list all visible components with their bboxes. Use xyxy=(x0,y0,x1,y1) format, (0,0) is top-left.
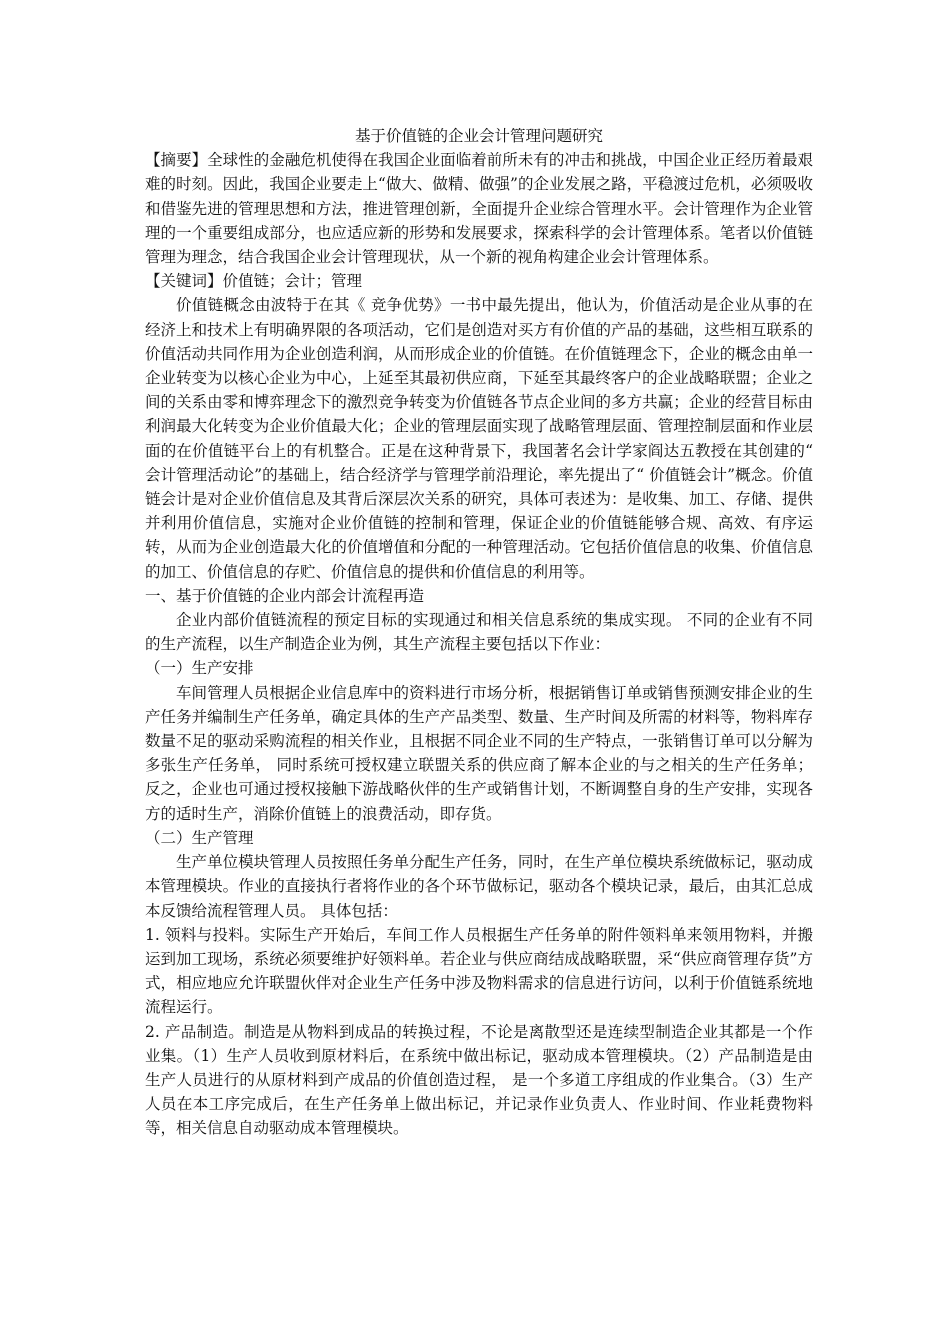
list-item-2: 2. 产品制造。制造是从物料到成品的转换过程，不论是离散型还是连续型制造企业其都是一个作业集。（1）生产人员收到原材料后，在系统中做出标记，驱动成本管理模块。（2）产品制造是由生产人员进行的从原材料到产成品的价值创造过程， 是一个多道工序组成的作业集合。（3）生产人员在本工序完成后，在生产任务单上做出标记，并记录作业负责人、作业时间、作业耗费物料等，相关信息自动驱动成本管理模块。 xyxy=(145,1022,813,1138)
subsection-heading-2: （二）生产管理 xyxy=(145,828,254,847)
document-title: 基于价值链的企业会计管理问题研究 xyxy=(354,127,603,145)
subsection-1-paragraph: 车间管理人员根据企业信息库中的资料进行市场分析，根据销售订单或销售预测安排企业的生产任务并编制生产任务单，确定具体的生产产品类型、数量、生产时间及所需的材料等，物料库存数量不足的驱动采购流程的相关作业，且根据不同企业不同的生产特点，一张销售订单可以分解为多张生产任务单， 同时系统可授权建立联盟关系的供应商了解本企业的与之相关的生产任务单；反之，企业也可通过授权接触下游战略伙伴的生产或销售计划，不断调整自身的生产安排，实现各方的适时生产，消除价值链上的浪费活动，即存货。 xyxy=(145,683,813,823)
section-1-paragraph: 企业内部价值链流程的预定目标的实现通过和相关信息系统的集成实现。 不同的企业有不同的生产流程，以生产制造企业为例，其生产流程主要包括以下作业： xyxy=(145,611,813,654)
subsection-heading-1: （一）生产安排 xyxy=(145,659,254,678)
keywords-line: 【关键词】价值链；会计；管理 xyxy=(145,272,363,291)
intro-paragraph: 价值链概念由波特于在其《 竞争优势》一书中最先提出，他认为，价值活动是企业从事的在经济上和技术上有明确界限的各项活动，它们是创造对买方有价值的产品的基础，这些相互联系的价值活动共同作用为企业创造利润，从而形成企业的价值链。在价值链理念下，企业的概念由单一企业转变为以核心企业为中心，上延至其最初供应商，下延至其最终客户的企业战略联盟；企业之间的关系由零和博弈理念下的激烈竞争转变为价值链各节点企业间的多方共赢；企业的经营目标由利润最大化转变为企业价值最大化；企业的管理层面实现了战略管理层面、管理控制层面和作业层面的在价值链平台上的有机整合。正是在这种背景下，我国著名会计学家阎达五教授在其创建的“ 会计管理活动论”的基础上，结合经济学与管理学前沿理论，率先提出了“ 价值链会计”概念。价值链会计是对企业价值信息及其背后深层次关系的研究，具体可表述为：是收集、加工、存储、提供并利用价值信息，实施对企业价值链的控制和管理，保证企业的价值链能够合规、高效、有序运转，从而为企业创造最大化的价值增值和分配的一种管理活动。它包括价值信息的收集、价值信息的加工、价值信息的存贮、价值信息的提供和价值信息的利用等。 xyxy=(145,296,813,581)
document-body xyxy=(145,124,813,1141)
subsection-2-paragraph: 生产单位模块管理人员按照任务单分配生产任务，同时，在生产单位模块系统做标记，驱动成本管理模块。作业的直接执行者将作业的各个环节做标记，驱动各个模块记录，最后，由其汇总成本反馈给流程管理人员。 具体包括： xyxy=(145,853,813,920)
section-heading-1: 一、基于价值链的企业内部会计流程再造 xyxy=(145,586,425,605)
list-item-1: 1. 领料与投料。实际生产开始后，车间工作人员根据生产任务单的附件领料单来领用物料，并搬运到加工现场，系统必须要维护好领料单。若企业与供应商结成战略联盟，采“供应商管理存货”方式，相应地应允许联盟伙伴对企业生产任务中涉及物料需求的信息进行访问，以利于价值链系统地流程运行。 xyxy=(145,925,813,1017)
abstract-paragraph: 【摘要】全球性的金融危机使得在我国企业面临着前所未有的冲击和挑战，中国企业正经历着最艰难的时刻。因此，我国企业要走上“做大、做精、做强”的企业发展之路，平稳渡过危机，必须吸收和借鉴先进的管理思想和方法，推进管理创新，全面提升企业综合管理水平。会计管理作为企业管理的一个重要组成部分，也应适应新的形势和发展要求，探索科学的会计管理体系。笔者以价值链管理为理念，结合我国企业会计管理现状，从一个新的视角构建企业会计管理体系。 xyxy=(145,151,813,267)
